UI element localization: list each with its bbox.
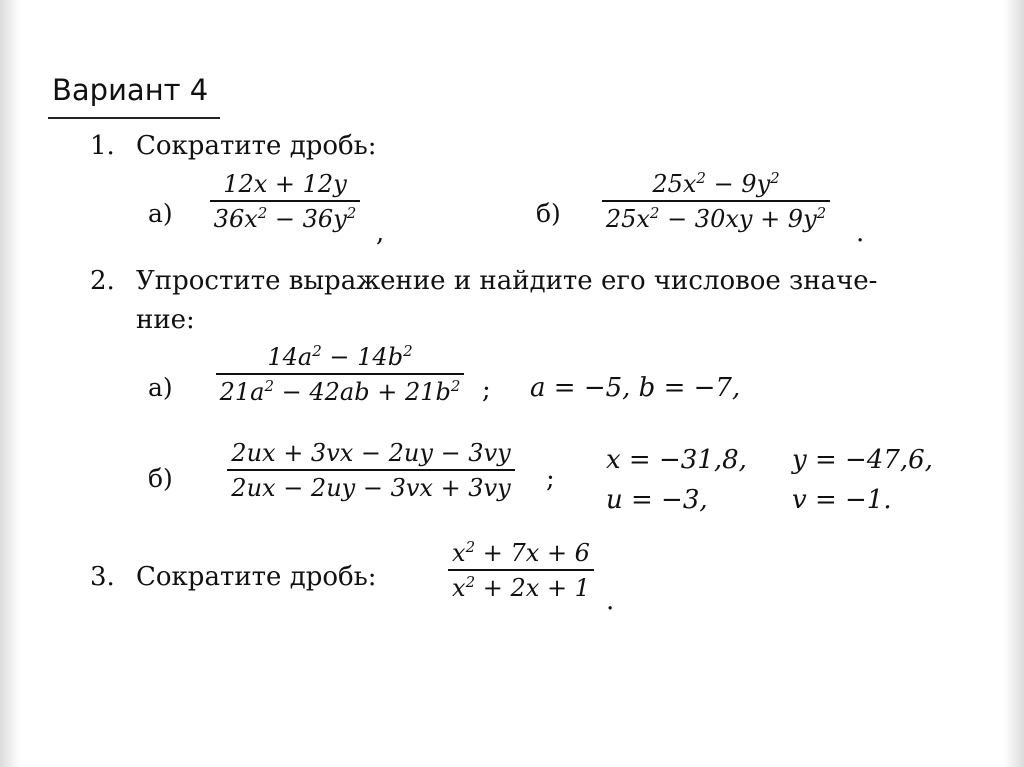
task1-b-label: б) (536, 199, 561, 228)
task2-number: 2. (90, 266, 115, 296)
right-edge-shade (1004, 0, 1024, 767)
task2-a-fraction (196, 344, 484, 406)
task2-a-semicolon: ; (482, 375, 491, 405)
task2-b-label: б) (148, 464, 173, 493)
left-edge-shade (0, 0, 20, 767)
task2-b-numerator: 2ux + 3vx − 2uy − 3vy (231, 439, 511, 467)
task2-a-numerator: $14a^2 - 14b^2$ (267, 342, 413, 371)
task3-fraction (434, 540, 608, 602)
task3-numerator: $x^2 + 7x + 6$ (452, 538, 590, 567)
task2-b-denominator: 2ux − 2uy − 3vx + 3vy (227, 469, 514, 501)
task2-prompt-line2: ние: (136, 305, 195, 335)
task1-a-fraction (190, 171, 380, 233)
title-underline (48, 117, 220, 119)
task2-b-y-value: y = −47,6, (792, 445, 933, 475)
task2-b-v-value: v = −1. (792, 485, 892, 515)
task3-number: 3. (90, 562, 115, 592)
task1-b-denominator: $25x^2 - 30xy + 9y^2$ (602, 200, 830, 232)
task2-a-denominator: $21a^2 - 42ab + 21b^2$ (216, 373, 465, 405)
task2-a-values: a = −5, b = −7, (530, 373, 741, 403)
task1-number: 1. (90, 131, 115, 161)
task1-a-numerator: 12x + 12y (223, 170, 347, 198)
task2-b-fraction (196, 440, 546, 502)
task3-denominator: $x^2 + 2x + 1$ (448, 569, 594, 601)
variant-title: Вариант 4 (52, 73, 209, 107)
task2-b-x-value: x = −31,8, (606, 445, 747, 475)
task1-b-period: . (856, 218, 865, 248)
task2-b-u-value: u = −3, (606, 485, 708, 515)
task1-a-denominator: $36x^2 - 36y^2$ (210, 200, 361, 232)
task1-b-numerator: $25x^2 - 9y^2$ (652, 169, 780, 198)
task3-period: . (606, 586, 615, 616)
task2-b-semicolon: ; (546, 464, 555, 494)
task3-prompt: Сократите дробь: (136, 562, 377, 592)
task2-a-label: а) (148, 373, 173, 402)
task1-b-fraction (574, 171, 858, 233)
task1-prompt: Сократите дробь: (136, 131, 377, 161)
task2-prompt-line1: Упростите выражение и найдите его числовое значе- (136, 266, 878, 296)
task1-a-comma: , (376, 218, 385, 248)
task1-a-label: а) (148, 199, 173, 228)
